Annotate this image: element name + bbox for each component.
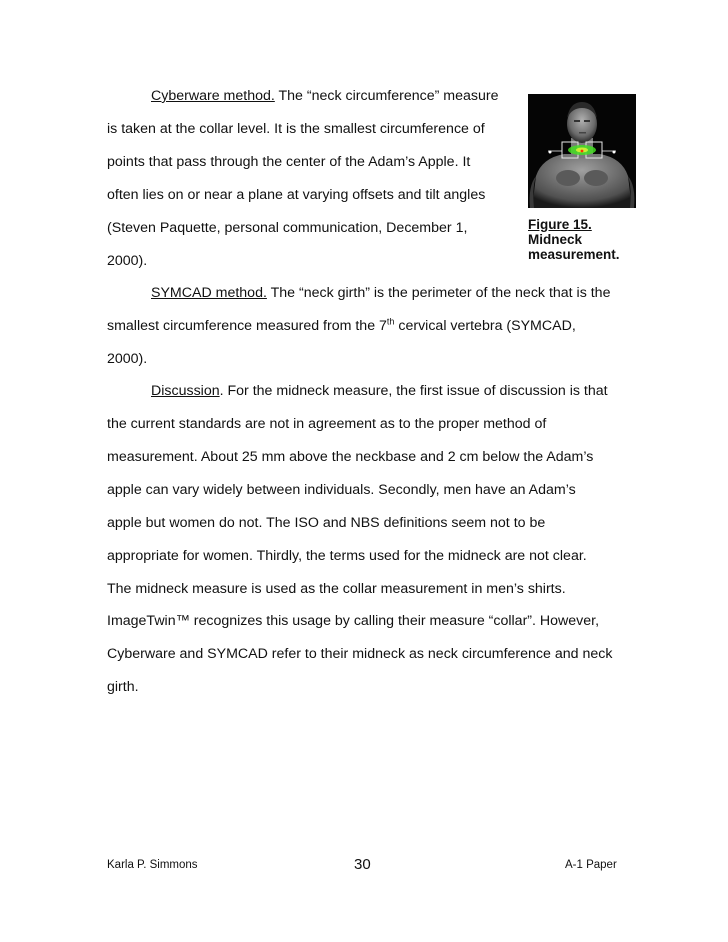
paragraph3-line5: apple but women do not. The ISO and NBS definitions seem not to be	[107, 515, 546, 531]
footer-doc-label: A-1 Paper	[565, 859, 617, 871]
figure-caption	[528, 217, 648, 262]
paragraph3-line8: ImageTwin™ recognizes this usage by calling their measure “collar”. However,	[107, 613, 600, 629]
paragraph3-line4: apple can vary widely between individuals. Secondly, men have an Adam’s	[107, 482, 576, 498]
paragraph2-line2-text-b: cervical vertebra (SYMCAD,	[394, 318, 576, 334]
paragraph2-line3: 2000).	[107, 351, 148, 367]
paragraph3-line6: appropriate for women. Thirdly, the terms used for the midneck are not clear.	[107, 548, 587, 564]
figure-title: Figure 15.	[528, 217, 592, 232]
ordinal-superscript: th	[386, 316, 395, 327]
paragraph3-line7: The midneck measure is used as the collar measurement in men’s shirts.	[107, 581, 566, 597]
paragraph1-line4: often lies on or near a plane at varying offsets and tilt angles	[107, 187, 486, 203]
paragraph2-line2-text-a: smallest circumference measured from the 7	[107, 318, 387, 334]
footer-author: Karla P. Simmons	[107, 859, 198, 871]
figure-caption-line1: Midneck	[528, 232, 583, 247]
paragraph1-line3: points that pass through the center of the Adam’s Apple. It	[107, 154, 471, 170]
paragraph3-line1	[151, 382, 608, 400]
paragraph1-line6: 2000).	[107, 253, 148, 269]
paragraph3-line1-text: . For the midneck measure, the first issue of discussion is that	[219, 383, 608, 399]
figure-caption-line2: measurement.	[528, 247, 620, 262]
cyberware-method-heading: Cyberware method.	[151, 88, 275, 104]
body-scan-illustration	[528, 94, 636, 208]
paragraph2-line1-text: The “neck girth” is the perimeter of the neck that is the	[266, 285, 611, 301]
paragraph1-line1-text: The “neck circumference” measure	[274, 88, 499, 104]
discussion-heading: Discussion	[151, 383, 220, 399]
paragraph3-line3: measurement. About 25 mm above the neckbase and 2 cm below the Adam’s	[107, 449, 594, 465]
paragraph3-line2: the current standards are not in agreement as to the proper method of	[107, 416, 547, 432]
paragraph1-line1	[151, 87, 498, 105]
symcad-method-heading: SYMCAD method.	[151, 285, 267, 301]
page-number: 30	[354, 856, 371, 873]
midneck-figure-image	[528, 94, 636, 208]
paragraph3-line10: girth.	[107, 679, 139, 695]
paragraph1-line5: (Steven Paquette, personal communication, December 1,	[107, 220, 468, 236]
paragraph3-line9: Cyberware and SYMCAD refer to their midneck as neck circumference and neck	[107, 646, 613, 662]
paragraph2-line1	[151, 284, 610, 302]
paragraph1-line2: is taken at the collar level. It is the smallest circumference of	[107, 121, 485, 137]
paragraph2-line2	[107, 317, 576, 335]
